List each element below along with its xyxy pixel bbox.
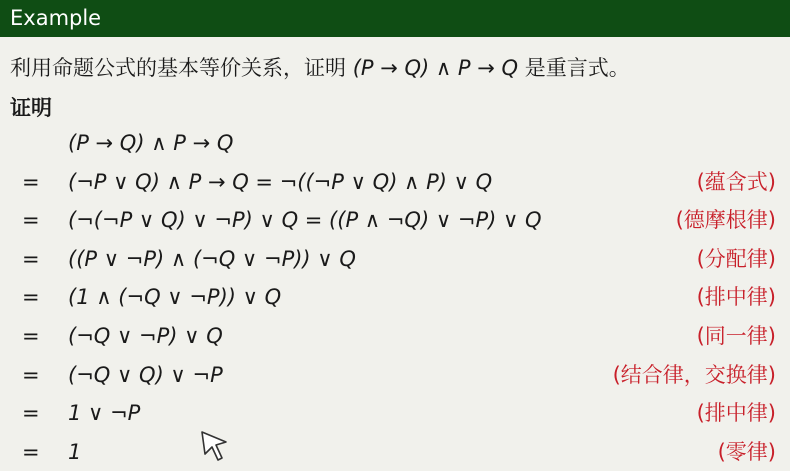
step-reason: (同一律): [696, 323, 776, 348]
step-expression: ((P ∨ ¬P) ∧ (¬Q ∨ ¬P)) ∨ Q: [68, 246, 356, 271]
step-reason: (零律): [717, 439, 776, 464]
equals-sign: =: [22, 169, 40, 194]
equals-sign: =: [22, 285, 40, 310]
step-expression: (P → Q) ∧ P → Q: [68, 131, 234, 155]
step-expression: 1: [68, 439, 82, 464]
step-expression: 1 ∨ ¬P: [68, 401, 141, 426]
step-expression: (¬(¬P ∨ Q) ∨ ¬P) ∨ Q = ((P ∧ ¬Q) ∨ ¬P) ∨ Q: [68, 208, 542, 233]
proof-step-8: [0, 433, 790, 471]
equals-sign: =: [22, 362, 40, 387]
proof-label: 证明: [10, 96, 52, 120]
proof-step-3: [0, 240, 790, 279]
proof-step-4: [0, 278, 790, 317]
mouse-pointer-icon: [200, 430, 232, 462]
problem-statement: [10, 52, 630, 82]
step-expression: (¬P ∨ Q) ∧ P → Q = ¬((¬P ∨ Q) ∧ P) ∨ Q: [68, 169, 493, 194]
proof-steps: [0, 124, 790, 471]
equals-sign: =: [22, 401, 40, 426]
step-reason: (排中律): [696, 285, 776, 310]
proof-step-0: [0, 124, 790, 163]
equals-sign: =: [22, 208, 40, 233]
step-reason: (分配律): [696, 246, 776, 271]
step-reason: (蕴含式): [696, 169, 776, 194]
step-reason: (结合律，交换律): [612, 362, 776, 387]
proof-step-6: [0, 356, 790, 395]
step-expression: (¬Q ∨ ¬P) ∨ Q: [68, 323, 223, 348]
slide-title: Example: [10, 6, 102, 30]
step-reason: (排中律): [696, 401, 776, 426]
slide-header: [0, 0, 790, 37]
proof-step-7: [0, 394, 790, 433]
equals-sign: =: [22, 439, 40, 464]
proof-step-1: [0, 163, 790, 202]
statement-formula: (P → Q) ∧ P → Q: [352, 56, 519, 80]
statement-suffix: 是重言式。: [518, 56, 630, 80]
equals-sign: =: [22, 246, 40, 271]
step-expression: (1 ∧ (¬Q ∨ ¬P)) ∨ Q: [68, 285, 282, 310]
proof-step-2: [0, 201, 790, 240]
statement-prefix: 利用命题公式的基本等价关系，证明: [10, 56, 353, 80]
step-expression: (¬Q ∨ Q) ∨ ¬P: [68, 362, 223, 387]
proof-step-5: [0, 317, 790, 356]
step-reason: (德摩根律): [675, 208, 776, 233]
equals-sign: =: [22, 323, 40, 348]
